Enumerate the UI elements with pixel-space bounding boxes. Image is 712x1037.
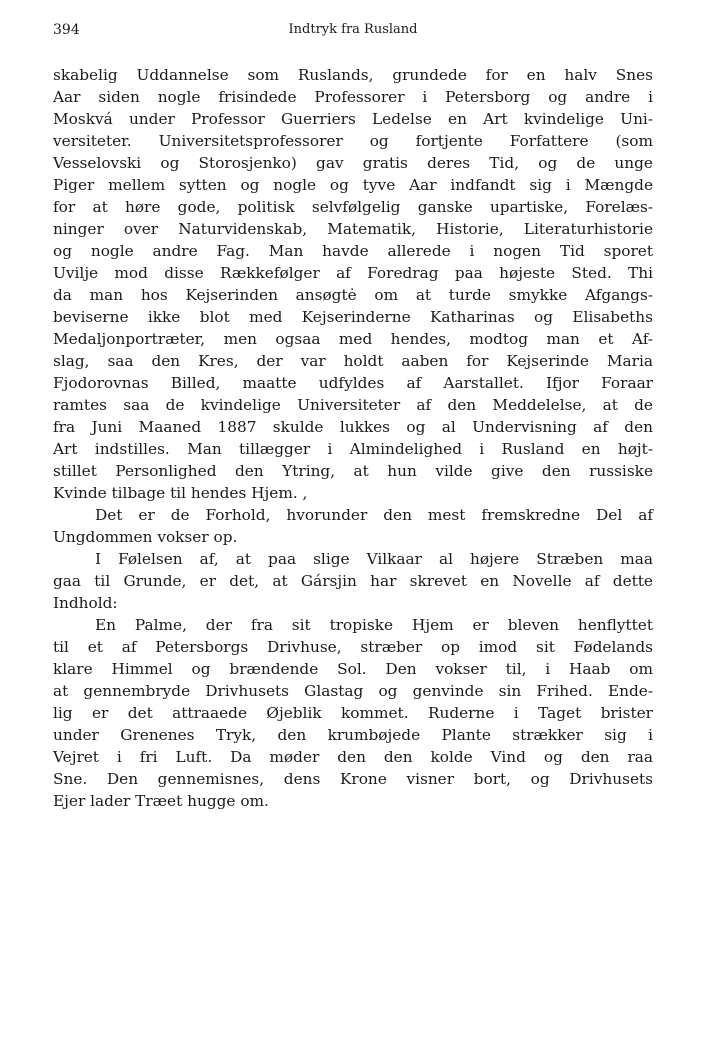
paragraph [53, 64, 653, 504]
text-line: ramtes saa de kvindelige Universiteter af den Meddelelse, at de [53, 396, 653, 414]
text-line: da man hos Kejserinden ansøgtė om at turde smykke Afgangs- [53, 286, 653, 304]
text-line: Sne. Den gennemisnes, dens Krone visner bort, og Drivhusets [53, 770, 653, 788]
text-line: Moskvá under Professor Guerriers Ledelse en Art kvindelige Uni- [53, 110, 653, 128]
text-line: Uvilje mod disse Rækkefølger af Foredrag paa højeste Sted. Thi [53, 264, 653, 282]
text-line: ninger over Naturvidenskab, Matematik, Historie, Literaturhistorie [53, 220, 653, 238]
body-text [53, 64, 653, 812]
text-line: Fjodorovnas Billed, maatte udfyldes af Aarstallet. Ifjor Foraar [53, 374, 653, 392]
text-line: Indhold: [53, 594, 118, 612]
text-line: fra Juni Maaned 1887 skulde lukkes og al Undervisning af den [53, 418, 653, 436]
paragraph [53, 614, 653, 812]
text-line: En Palme, der fra sit tropiske Hjem er bleven henflyttet [95, 616, 653, 634]
text-line: klare Himmel og brændende Sol. Den vokser til, i Haab om [53, 660, 653, 678]
text-line: Art indstilles. Man tillægger i Almindelighed i Rusland en højt- [53, 440, 653, 458]
text-line: for at høre gode, politisk selvfølgelig ganske upartiske, Forelæs- [53, 198, 653, 216]
text-line: Ejer lader Træet hugge om. [53, 792, 269, 810]
text-line: og nogle andre Fag. Man havde allerede i nogen Tid sporet [53, 242, 653, 260]
text-line: versiteter. Universitetsprofessorer og fortjente Forfattere (som [53, 132, 653, 150]
running-title: Indtryk fra Rusland [288, 22, 418, 37]
text-line: slag, saa den Kres, der var holdt aaben for Kejserinde Maria [53, 352, 653, 370]
text-line: I Følelsen af, at paa slige Vilkaar al højere Stræben maa [95, 550, 653, 568]
text-line: beviserne ikke blot med Kejserinderne Katharinas og Elisabeths [53, 308, 653, 326]
page-number: 394 [53, 22, 80, 38]
text-line: Medaljonportræter, men ogsaa med hendes, modtog man et Af- [53, 330, 653, 348]
text-line: Vesselovski og Storosjenko) gav gratis deres Tid, og de unge [53, 154, 653, 172]
text-line: lig er det attraaede Øjeblik kommet. Ruderne i Taget brister [53, 704, 653, 722]
text-line: Det er de Forhold, hvorunder den mest fremskredne Del af [95, 506, 653, 524]
page-header [53, 20, 653, 40]
text-line: stillet Personlighed den Ytring, at hun vilde give den russiske [53, 462, 653, 480]
text-line: til et af Petersborgs Drivhuse, stræber op imod sit Fødelands [53, 638, 653, 656]
paragraph [53, 504, 653, 548]
text-line: skabelig Uddannelse som Ruslands, grundede for en halv Snes [53, 66, 653, 84]
paragraph [53, 548, 653, 614]
text-line: Kvinde tilbage til hendes Hjem. , [53, 484, 308, 502]
text-line: gaa til Grunde, er det, at Gársjin har skrevet en Novelle af dette [53, 572, 653, 590]
text-line: at gennembryde Drivhusets Glastag og genvinde sin Frihed. Ende- [53, 682, 653, 700]
text-line: Piger mellem sytten og nogle og tyve Aar indfandt sig i Mængde [53, 176, 653, 194]
text-line: Vejret i fri Luft. Da møder den den kolde Vind og den raa [53, 748, 653, 766]
text-line: Ungdommen vokser op. [53, 528, 238, 546]
text-line: Aar siden nogle frisindede Professorer i Petersborg og andre i [53, 88, 653, 106]
text-line: under Grenenes Tryk, den krumbøjede Plante strækker sig i [53, 726, 653, 744]
